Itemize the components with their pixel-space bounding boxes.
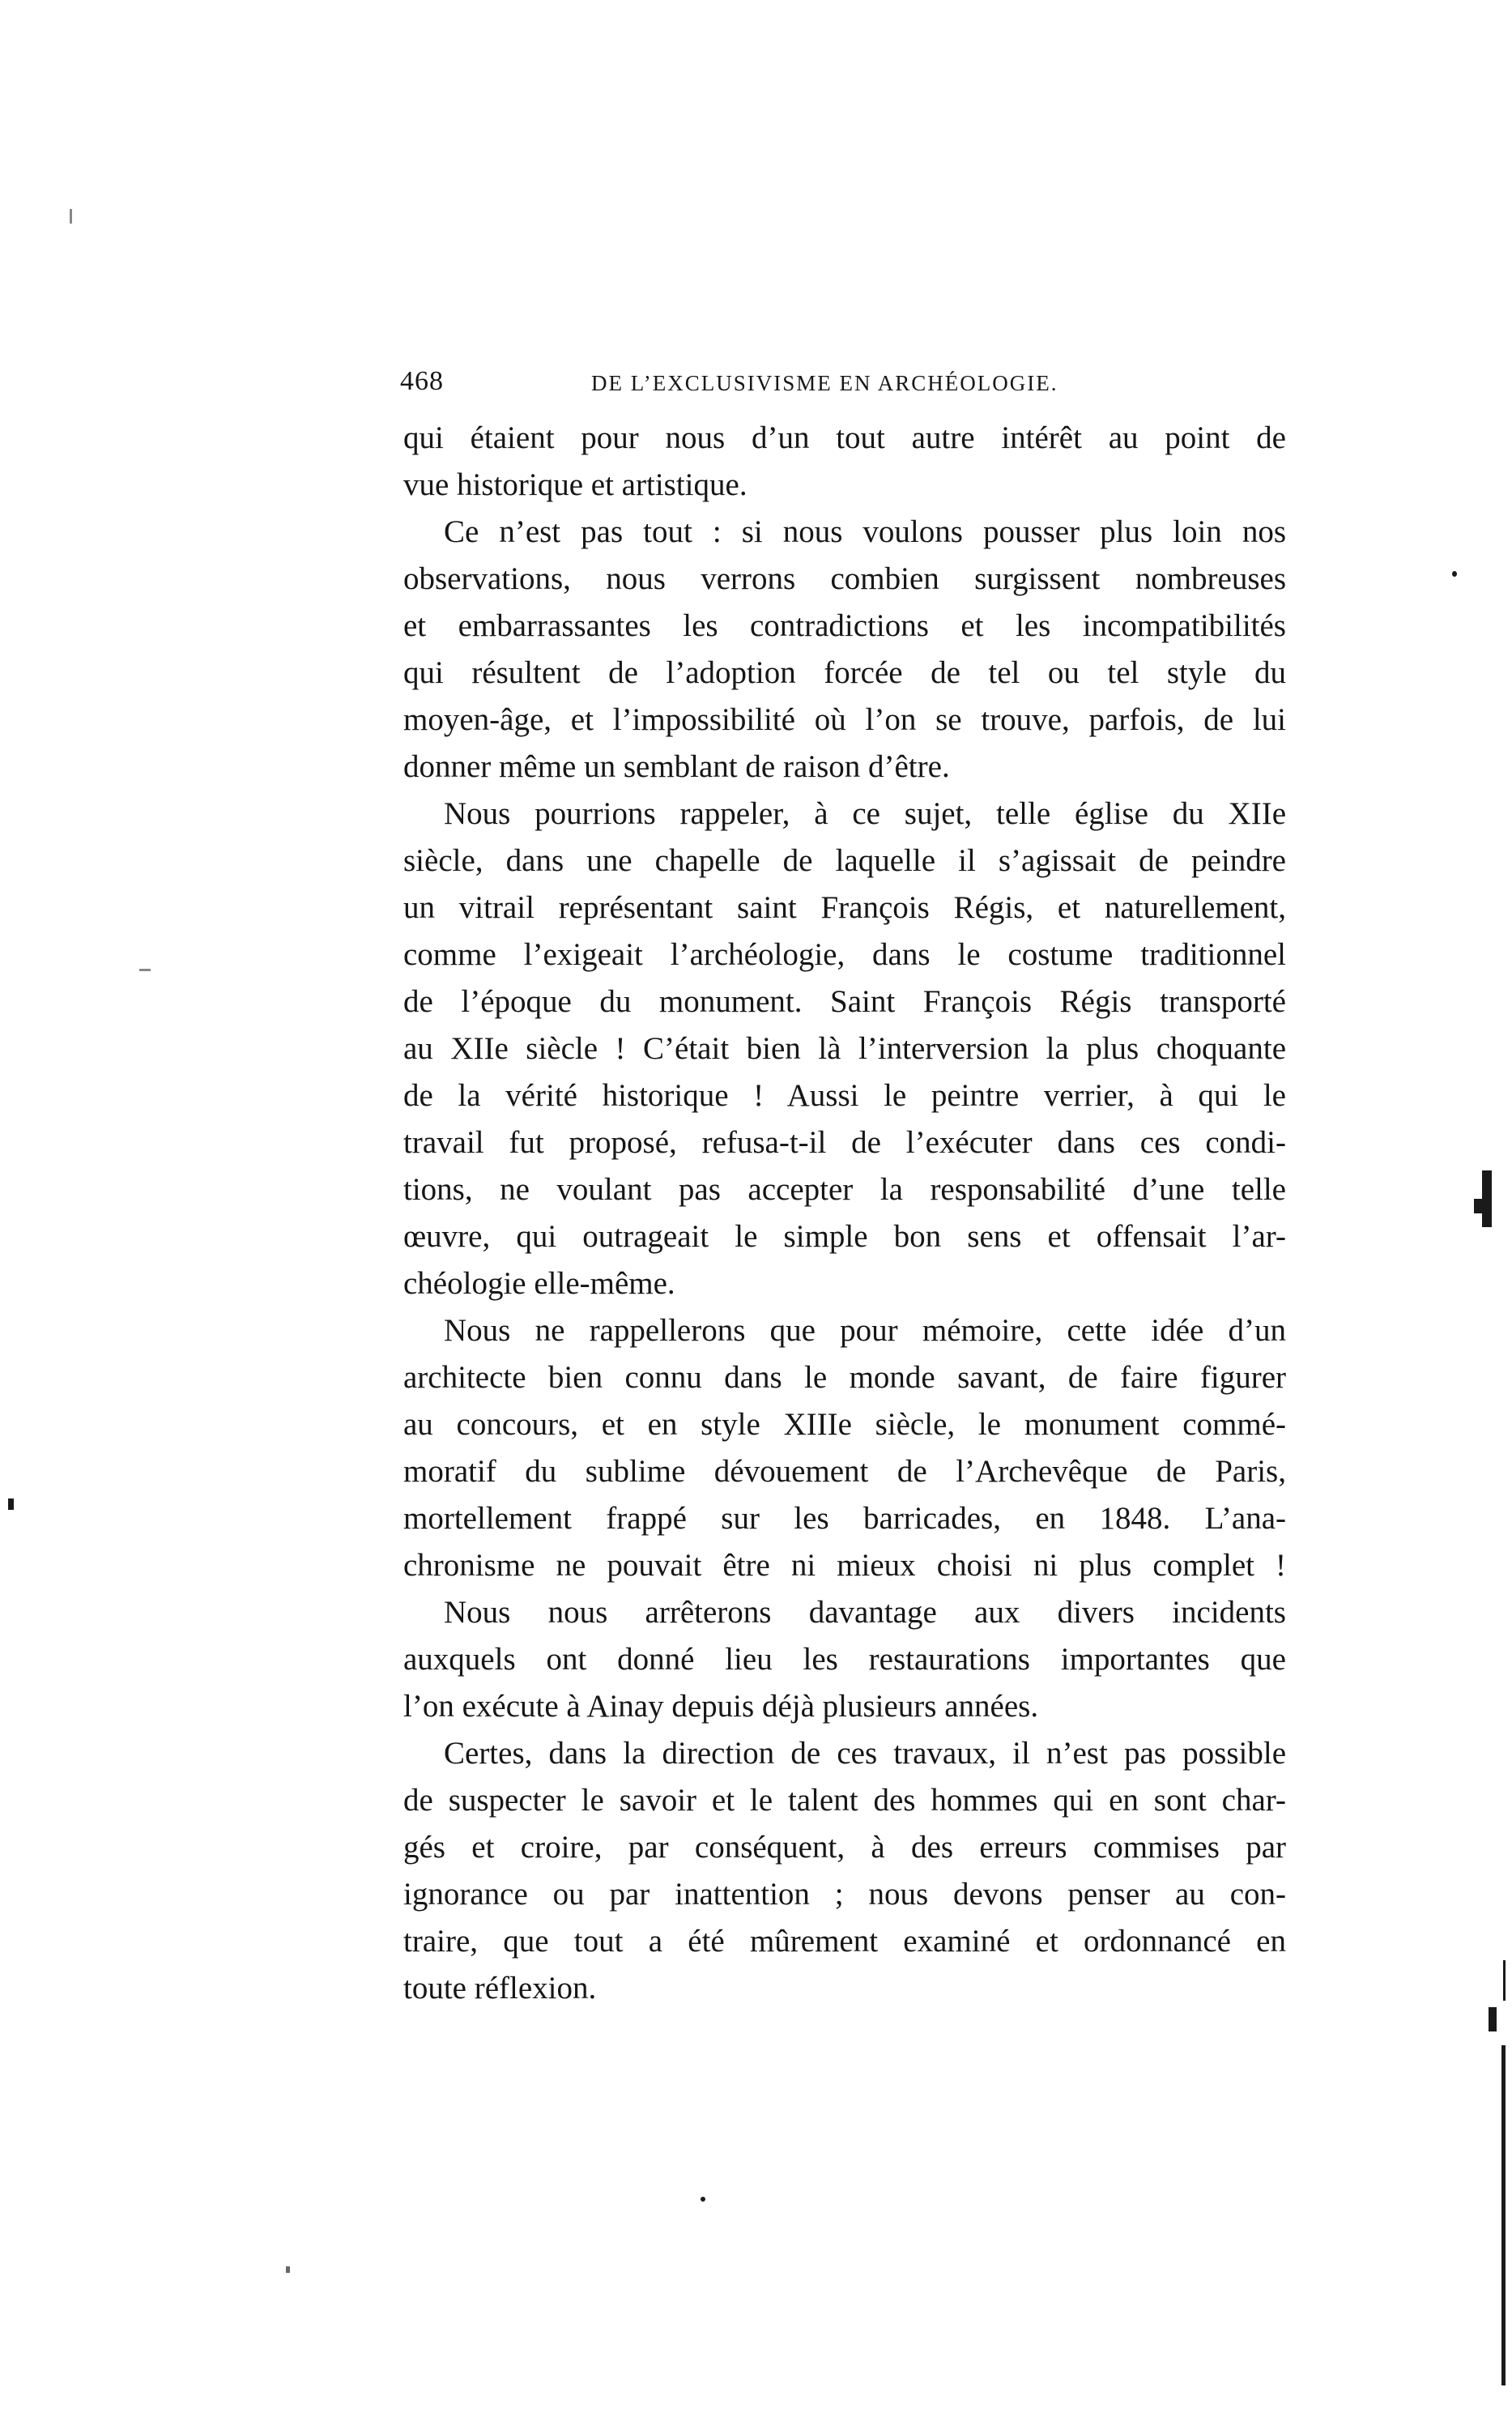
- paragraph: [403, 509, 1286, 791]
- text-line: chronisme ne pouvait être ni mieux choisi ni plus complet !: [403, 1548, 1286, 1583]
- text-line: œuvre, qui outrageait le simple bon sens et offensait l’ar-: [403, 1219, 1286, 1254]
- text-line: au XIIe siècle ! C’était bien là l’interversion la plus choquante: [403, 1031, 1286, 1066]
- text-line: chéologie elle-même.: [403, 1266, 675, 1301]
- text-line: qui étaient pour nous d’un tout autre intérêt au point de: [403, 420, 1286, 455]
- running-head: [400, 366, 1280, 407]
- text-line: Nous nous arrêterons davantage aux divers incidents: [444, 1595, 1286, 1630]
- text-line: travail fut proposé, refusa-t-il de l’exécuter dans ces condi-: [403, 1125, 1286, 1160]
- text-line: de suspecter le savoir et le talent des hommes qui en sont char-: [403, 1783, 1286, 1818]
- text-line: moratif du sublime dévouement de l’Archevêque de Paris,: [403, 1454, 1286, 1489]
- text-line: donner même un semblant de raison d’être.: [403, 749, 950, 784]
- paragraph: [403, 791, 1286, 1307]
- scan-speck: [286, 2266, 290, 2273]
- text-line: architecte bien connu dans le monde savant, de faire figurer: [403, 1360, 1286, 1395]
- text-line: Ce n’est pas tout : si nous voulons pousser plus loin nos: [444, 514, 1286, 549]
- text-line: de la vérité historique ! Aussi le peintre verrier, à qui le: [403, 1078, 1286, 1113]
- text-line: Nous pourrions rappeler, à ce sujet, telle église du XIIe: [444, 796, 1286, 831]
- paragraph: [403, 415, 1286, 509]
- scan-speck: [701, 2197, 705, 2202]
- scan-speck: [1489, 2007, 1497, 2031]
- scan-speck: [139, 969, 151, 971]
- body-text: [403, 415, 1286, 2012]
- page-number: 468: [400, 366, 444, 396]
- text-line: vue historique et artistique.: [403, 467, 747, 502]
- text-line: l’on exécute à Ainay depuis déjà plusieurs années.: [403, 1689, 1039, 1724]
- text-line: Certes, dans la direction de ces travaux, il n’est pas possible: [444, 1736, 1286, 1771]
- text-line: de l’époque du monument. Saint François Régis transporté: [403, 984, 1286, 1019]
- text-line: gés et croire, par conséquent, à des erreurs commises par: [403, 1830, 1286, 1865]
- running-title: DE L’EXCLUSIVISME EN ARCHÉOLOGIE.: [591, 371, 1058, 395]
- scan-speck: [1452, 571, 1457, 577]
- scan-margin-bar: [1503, 1960, 1506, 2001]
- text-line: Nous ne rappellerons que pour mémoire, cette idée d’un: [444, 1313, 1286, 1348]
- text-line: qui résultent de l’adoption forcée de tel ou tel style du: [403, 655, 1286, 690]
- text-line: moyen-âge, et l’impossibilité où l’on se trouve, parfois, de lui: [403, 702, 1286, 737]
- scan-speck: [1474, 1199, 1485, 1213]
- text-line: mortellement frappé sur les barricades, en 1848. L’ana-: [403, 1501, 1286, 1536]
- text-line: comme l’exigeait l’archéologie, dans le costume traditionnel: [403, 937, 1286, 972]
- paragraph: [403, 1307, 1286, 1589]
- text-line: et embarrassantes les contradictions et les incompatibilités: [403, 608, 1286, 643]
- text-line: toute réflexion.: [403, 1971, 597, 2006]
- text-line: tions, ne voulant pas accepter la responsabilité d’une telle: [403, 1172, 1286, 1207]
- paragraph: [403, 1730, 1286, 2012]
- text-line: siècle, dans une chapelle de laquelle il s’agissait de peindre: [403, 843, 1286, 878]
- text-line: un vitrail représentant saint François Régis, et naturellement,: [403, 890, 1286, 925]
- text-line: ignorance ou par inattention ; nous devons penser au con-: [403, 1877, 1286, 1912]
- scan-speck: [70, 209, 72, 224]
- scan-margin-bar: [1501, 2045, 1506, 2385]
- text-line: traire, que tout a été mûrement examiné et ordonnancé en: [403, 1924, 1286, 1959]
- scan-speck: [8, 1498, 14, 1510]
- text-line: au concours, et en style XIIIe siècle, le monument commé-: [403, 1407, 1286, 1442]
- paragraph: [403, 1589, 1286, 1730]
- text-line: auxquels ont donné lieu les restaurations importantes que: [403, 1642, 1286, 1677]
- text-line: observations, nous verrons combien surgissent nombreuses: [403, 561, 1286, 596]
